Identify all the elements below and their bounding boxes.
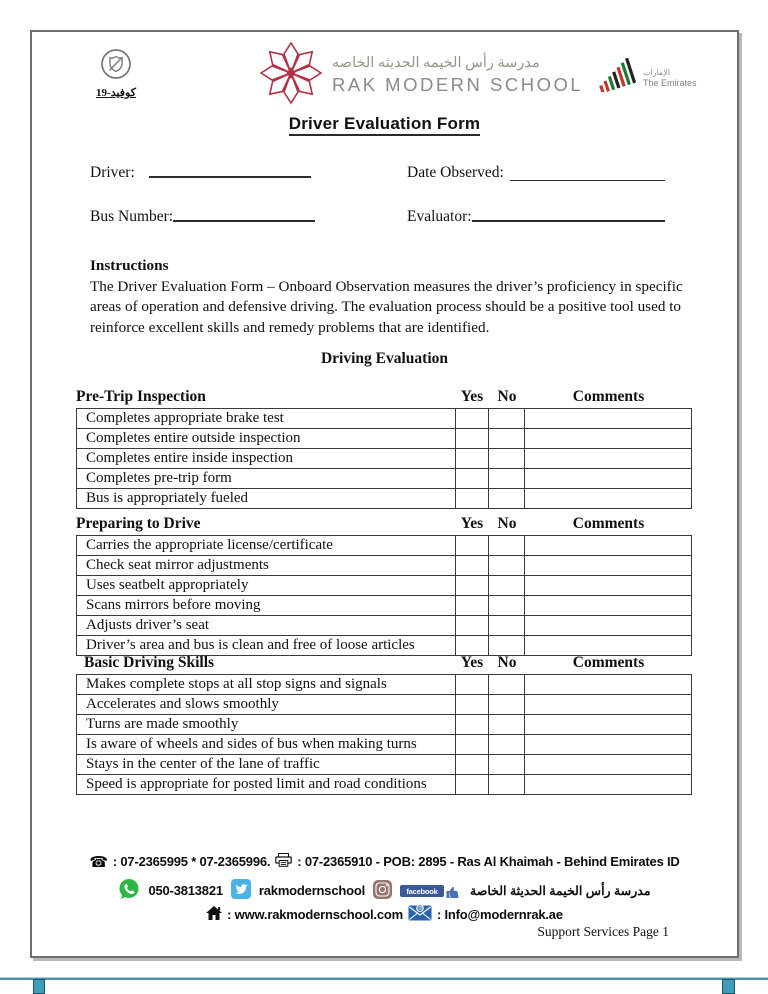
table-resize-handle-right[interactable] [722, 979, 735, 994]
yes-cell[interactable] [455, 536, 488, 555]
yes-cell[interactable] [455, 695, 488, 714]
comments-cell[interactable] [524, 429, 691, 448]
table-title: Pre-Trip Inspection [76, 388, 206, 405]
email-icon [408, 904, 432, 924]
comments-cell[interactable] [524, 596, 691, 615]
item-cell: Carries the appropriate license/certificate [86, 537, 333, 553]
school-logo [260, 42, 583, 109]
comments-cell[interactable] [524, 576, 691, 595]
yes-column-header: Yes [460, 654, 484, 671]
comments-column-header: Comments [572, 654, 645, 671]
comments-cell[interactable] [524, 675, 691, 694]
yes-cell[interactable] [455, 675, 488, 694]
comments-cell[interactable] [524, 409, 691, 428]
comments-cell[interactable] [524, 636, 691, 655]
yes-cell[interactable] [455, 489, 488, 508]
comments-cell[interactable] [524, 775, 691, 794]
emirates-logo [594, 58, 697, 97]
yes-column-header: Yes [460, 515, 484, 532]
phone-numbers: : 07-2365995 * 07-2365996. [112, 854, 271, 869]
yes-cell[interactable] [455, 775, 488, 794]
no-column-header: No [497, 654, 517, 671]
school-name-arabic: مدرسة رأس الخيمه الحديثه الخاصه [332, 55, 540, 71]
footer-contact-line3 [32, 904, 737, 924]
item-cell: Makes complete stops at all stop signs and signals [86, 676, 387, 692]
svg-text:@: @ [416, 905, 424, 913]
instructions-body: The Driver Evaluation Form – Onboard Observation measures the driver’s proficiency in specific areas of operation and defensive driving. The evaluation process should be a positive tool used to reinforce excellent skills and remedy problems that are identified. [90, 277, 683, 336]
no-column-header: No [497, 515, 517, 532]
no-cell[interactable] [488, 556, 524, 575]
footer-contact-line1 [32, 853, 737, 870]
emirates-bars-icon [594, 58, 640, 97]
no-cell[interactable] [488, 536, 524, 555]
driver-label: Driver: [90, 164, 135, 181]
yes-cell[interactable] [455, 576, 488, 595]
driver-input-line[interactable] [149, 175, 311, 178]
comments-cell[interactable] [524, 735, 691, 754]
item-cell: Speed is appropriate for posted limit and road conditions [86, 776, 427, 792]
comments-cell[interactable] [524, 695, 691, 714]
table-row [77, 774, 691, 794]
table-row [77, 694, 691, 714]
covid-badge-label: كوفيد-19 [96, 87, 136, 99]
no-cell[interactable] [488, 715, 524, 734]
comments-cell[interactable] [524, 469, 691, 488]
table-row [77, 468, 691, 488]
evaluator-input-line[interactable] [472, 219, 665, 222]
school-name-english: RAK MODERN SCHOOL [332, 74, 584, 95]
emirates-label-english: The Emirates [643, 77, 697, 88]
table-title: Basic Driving Skills [84, 654, 215, 671]
whatsapp-number: 050-3813821 [148, 883, 223, 898]
comments-cell[interactable] [524, 556, 691, 575]
table-row [77, 675, 691, 694]
home-icon [206, 906, 222, 923]
table-row [77, 488, 691, 508]
date-observed-label: Date Observed: [407, 164, 504, 181]
preparing-to-drive-table [76, 515, 692, 656]
covid-19-badge [82, 48, 150, 99]
table-row [77, 536, 691, 555]
bus-number-label: Bus Number: [90, 208, 174, 225]
comments-cell[interactable] [524, 489, 691, 508]
item-cell: Completes appropriate brake test [86, 410, 284, 426]
table-header-row [76, 388, 692, 406]
table-title: Preparing to Drive [76, 515, 201, 532]
no-cell[interactable] [488, 409, 524, 428]
table-row [77, 635, 691, 655]
twitter-icon [231, 879, 251, 902]
instructions-section [90, 256, 704, 338]
fax-icon [275, 853, 292, 870]
item-cell: Turns are made smoothly [86, 716, 239, 732]
evaluator-label: Evaluator: [407, 208, 472, 225]
date-observed-input-line[interactable] [510, 179, 665, 181]
date-observed-field [407, 162, 665, 182]
no-cell[interactable] [488, 675, 524, 694]
no-cell[interactable] [488, 469, 524, 488]
no-cell[interactable] [488, 596, 524, 615]
table-header-row [76, 654, 692, 672]
comments-cell[interactable] [524, 715, 691, 734]
bus-number-field [90, 206, 315, 226]
comments-cell[interactable] [524, 616, 691, 635]
footer-school-name-arabic: مدرسة رأس الخيمة الحديثة الخاصة [470, 884, 651, 898]
yes-cell[interactable] [455, 755, 488, 774]
yes-cell[interactable] [455, 409, 488, 428]
support-services-page-note: Support Services Page 1 [537, 924, 669, 939]
bus-number-input-line[interactable] [173, 219, 315, 222]
email-address: : Info@modernrak.ae [436, 906, 563, 922]
driver-field [90, 162, 311, 182]
table-row [77, 555, 691, 575]
instagram-icon [373, 880, 392, 902]
item-cell: Is aware of wheels and sides of bus when making turns [86, 736, 417, 752]
instructions-heading: Instructions [90, 257, 169, 274]
emirates-label-arabic: الإمارات [643, 67, 671, 77]
item-cell: Adjusts driver’s seat [86, 617, 210, 633]
comments-cell[interactable] [524, 536, 691, 555]
phone-icon: ☎ [89, 852, 108, 871]
no-cell[interactable] [488, 489, 524, 508]
yes-cell[interactable] [455, 735, 488, 754]
item-cell: Bus is appropriately fueled [86, 490, 249, 506]
twitter-handle: rakmodernschool [258, 883, 365, 898]
fax-numbers: : 07-2365910 - POB: 2895 - Ras Al Khaimah - Behind Emirates ID [297, 854, 680, 869]
pre-trip-inspection-table [76, 388, 692, 509]
covid-shield-icon [100, 67, 132, 84]
yes-cell[interactable] [455, 596, 488, 615]
svg-text:facebook: facebook [406, 886, 438, 896]
item-cell: Accelerates and slows smoothly [86, 696, 279, 712]
yes-column-header: Yes [460, 388, 484, 405]
no-cell[interactable] [488, 576, 524, 595]
item-cell: Driver’s area and bus is clean and free of loose articles [86, 637, 415, 653]
item-cell: Completes entire inside inspection [86, 450, 294, 466]
no-cell[interactable] [488, 735, 524, 754]
no-cell[interactable] [488, 755, 524, 774]
next-page-table-border [0, 977, 768, 980]
item-cell: Scans mirrors before moving [86, 597, 261, 613]
table-row [77, 448, 691, 468]
yes-cell[interactable] [455, 715, 488, 734]
yes-cell[interactable] [455, 449, 488, 468]
yes-cell[interactable] [455, 429, 488, 448]
document-page [30, 30, 739, 958]
table-row [77, 575, 691, 595]
item-cell: Stays in the center of the lane of traffic [86, 756, 320, 772]
comments-column-header: Comments [572, 388, 645, 405]
comments-column-header: Comments [572, 515, 645, 532]
table-header-row [76, 515, 692, 533]
no-cell[interactable] [488, 636, 524, 655]
table-row [77, 734, 691, 754]
no-cell[interactable] [488, 616, 524, 635]
yes-cell[interactable] [455, 556, 488, 575]
website-url: : www.rakmodernschool.com [227, 906, 403, 922]
table-row [77, 615, 691, 635]
basic-driving-skills-table [76, 654, 692, 795]
item-cell: Completes entire outside inspection [86, 430, 301, 446]
yes-cell[interactable] [455, 469, 488, 488]
table-row [77, 714, 691, 734]
item-cell: Check seat mirror adjustments [86, 557, 269, 573]
table-row [77, 754, 691, 774]
no-cell[interactable] [488, 449, 524, 468]
evaluator-field [407, 206, 665, 226]
item-cell: Completes pre-trip form [86, 470, 232, 486]
table-row [77, 409, 691, 428]
no-cell[interactable] [488, 695, 524, 714]
rak-star-icon [260, 42, 322, 109]
no-cell[interactable] [488, 429, 524, 448]
driving-evaluation-heading: Driving Evaluation [320, 350, 449, 367]
no-column-header: No [497, 388, 517, 405]
yes-cell[interactable] [455, 636, 488, 655]
comments-cell[interactable] [524, 755, 691, 774]
item-cell: Uses seatbelt appropriately [86, 577, 249, 593]
facebook-badge [400, 884, 462, 898]
footer-contact-line2 [32, 878, 737, 903]
yes-cell[interactable] [455, 616, 488, 635]
table-resize-handle-left[interactable] [33, 979, 45, 994]
table-row [77, 595, 691, 615]
page-title: Driver Evaluation Form [32, 114, 737, 134]
comments-cell[interactable] [524, 449, 691, 468]
no-cell[interactable] [488, 775, 524, 794]
whatsapp-icon [118, 878, 140, 903]
table-row [77, 428, 691, 448]
